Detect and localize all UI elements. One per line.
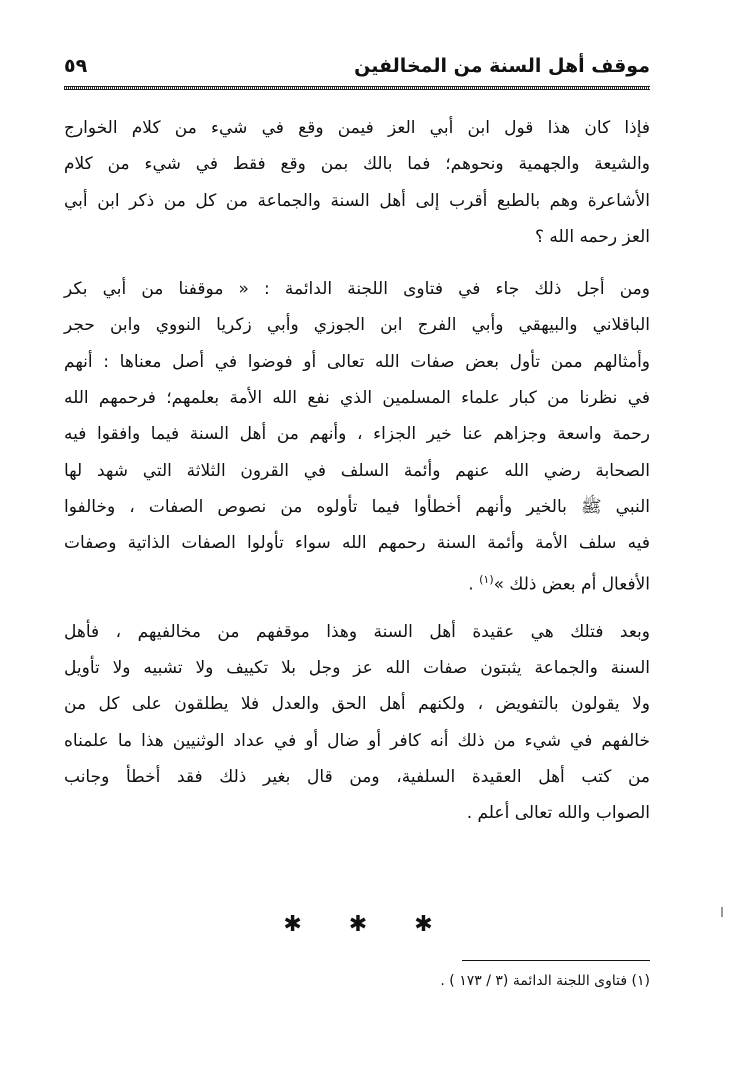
text-line: فيه سلف الأمة وأئمة السنة رحمهم الله سواء تأولوا الصفات الذاتية وصفات [64, 533, 650, 554]
text-line: وبعد فتلك هي عقيدة أهل السنة وهذا موقفهم من مخالفيهم ، فأهل [64, 621, 650, 642]
text-line: السنة والجماعة يثبتون صفات الله عز وجل بلا تكييف ولا تشبيه ولا تأويل [64, 658, 650, 679]
text-line: رحمة واسعة وجزاهم عنا خير الجزاء ، وأنهم من أهل السنة فيما وافقوا فيه [64, 424, 650, 445]
footnote: (١) فتاوى اللجنة الدائمة (٣ / ١٧٣ ) . [440, 973, 650, 989]
sentence-end: . [468, 574, 480, 595]
body-text [64, 110, 650, 848]
running-title: موقف أهل السنة من المخالفين [354, 55, 650, 77]
text-line: العز رحمه الله ؟ [534, 226, 650, 247]
paragraph-2 [64, 271, 650, 598]
paragraph-1 [64, 110, 650, 255]
page-number: ٥٩ [64, 55, 88, 77]
text-line: فإذا كان هذا قول ابن أبي العز فيمن وقع في شيء من كلام الخوارج [64, 118, 650, 138]
text-line: خالفهم في شيء من ذلك أنه كافر أو ضال أو في عداد الوثنيين هذا ما علمناه [64, 730, 650, 751]
text-line-last [64, 562, 650, 598]
header-rule [64, 86, 650, 90]
text-line: ولا يقولون بالتفويض ، ولكنهم أهل الحق والعدل فلا يطلقون على كل من [64, 694, 650, 715]
text-line: في نظرنا من كبار علماء المسلمين الذي نفع الله الأمة بعلمهم؛ فرحمهم الله [64, 388, 650, 409]
section-separator: ✱ ✱ ✱ [283, 912, 453, 937]
text-line: النبي ﷺ بالخير وأنهم أخطأوا فيما تأولوه من نصوص الصفات ، وخالفوا [64, 496, 650, 517]
quote-end: الأفعال أم بعض ذلك » [493, 574, 650, 595]
paragraph-3 [64, 614, 650, 832]
text-line: والشيعة والجهمية ونحوهم؛ فما بالك بمن وقع فقط في شيء من كلام [64, 154, 650, 175]
text-line: الباقلاني والبيهقي وأبي الفرج ابن الجوزي وأبي زكريا النووي وابن حجر [64, 315, 650, 336]
footnote-marker[interactable]: (١) [479, 572, 494, 586]
text-line: ومن أجل ذلك جاء في فتاوى اللجنة الدائمة : « موقفنا من أبي بكر [64, 279, 650, 300]
scan-speck [721, 907, 723, 917]
text-line: الأشاعرة وهم بالطبع أقرب إلى أهل السنة والجماعة من كل من ذكر ابن أبي [64, 190, 650, 211]
text-line: الصواب والله تعالى أعلم . [466, 803, 650, 824]
text-line: وأمثالهم ممن تأول بعض صفات الله تعالى أو فوضوا في أصل معناها : أنهم [64, 351, 650, 372]
page-header [64, 52, 650, 84]
text-line: الصحابة رضي الله عنهم وأئمة السلف في القرون الثلاثة التي شهد لها [64, 460, 650, 481]
footnote-rule [462, 960, 650, 961]
text-line: من كتب أهل العقيدة السلفية، ومن قال بغير ذلك فقد أخطأ وجانب [64, 767, 650, 788]
